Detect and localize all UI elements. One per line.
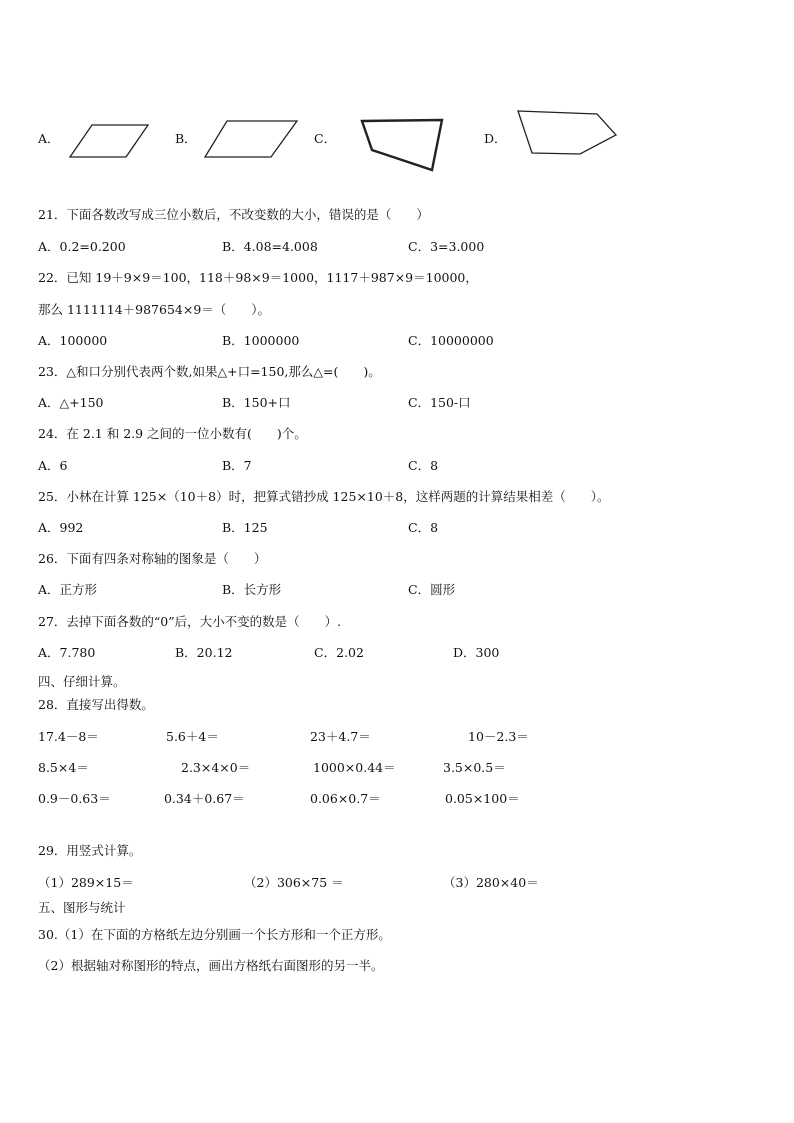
q28-item: 10－2.3＝ xyxy=(468,729,529,744)
q21-option-c[interactable]: C．3=3.000 xyxy=(408,239,485,254)
q21-option-a[interactable]: A．0.2=0.200 xyxy=(38,239,126,254)
q30-question: 30.（1）在下面的方格纸左边分别画一个长方形和一个正方形。 xyxy=(38,927,391,942)
q29-item-1: （1）289×15＝ xyxy=(38,875,134,890)
q27-question: 27．去掉下面各数的“0”后，大小不变的数是（ ）. xyxy=(38,614,342,629)
quadrilateral-irregular-icon xyxy=(358,116,448,174)
q25-option-b[interactable]: B．125 xyxy=(222,520,268,535)
q28-item: 0.06×0.7＝ xyxy=(310,791,381,806)
q24-option-b[interactable]: B．7 xyxy=(222,458,252,473)
q26-option-c[interactable]: C．圆形 xyxy=(408,582,456,597)
q20-option-d-label[interactable]: D． xyxy=(484,131,507,146)
q26-option-a[interactable]: A．正方形 xyxy=(38,582,98,597)
q28-question: 28．直接写出得数。 xyxy=(38,697,154,712)
q30-question-line2: （2）根据轴对称图形的特点，画出方格纸右面图形的另一半。 xyxy=(38,958,384,973)
q20-option-a-label[interactable]: A． xyxy=(38,131,60,146)
q22-option-b[interactable]: B．1000000 xyxy=(222,333,300,348)
q27-option-b[interactable]: B．20.12 xyxy=(175,645,233,660)
q28-item: 0.34＋0.67＝ xyxy=(164,791,245,806)
q28-item: 0.9－0.63＝ xyxy=(38,791,111,806)
section-5-heading: 五、图形与统计 xyxy=(38,900,126,915)
q27-option-d[interactable]: D．300 xyxy=(453,645,500,660)
q28-item: 3.5×0.5＝ xyxy=(443,760,506,775)
q23-option-a[interactable]: A．△+150 xyxy=(38,395,104,410)
q22-question: 22．已知 19＋9×9＝100，118＋98×9＝1000，1117＋987×9＝10000， xyxy=(38,270,478,285)
q29-question: 29．用竖式计算。 xyxy=(38,843,142,858)
q27-option-c[interactable]: C．2.02 xyxy=(314,645,364,660)
q29-item-3: （3）280×40＝ xyxy=(443,875,539,890)
q20-option-c-label[interactable]: C． xyxy=(314,131,337,146)
q28-item: 2.3×4×0＝ xyxy=(181,760,251,775)
q26-question: 26．下面有四条对称轴的图象是（ ） xyxy=(38,551,267,566)
q22-option-c[interactable]: C．10000000 xyxy=(408,333,494,348)
q22-question-line2: 那么 1111114＋987654×9＝（ ）。 xyxy=(38,302,271,317)
q23-option-b[interactable]: B．150+口 xyxy=(222,395,291,410)
q25-question: 25．小林在计算 125×（10＋8）时，把算式错抄成 125×10＋8，这样两题的计算结果相差（ ）。 xyxy=(38,489,610,504)
q25-option-c[interactable]: C．8 xyxy=(408,520,439,535)
parallelogram-large-icon xyxy=(203,118,301,160)
q26-option-b[interactable]: B．长方形 xyxy=(222,582,282,597)
q28-item: 1000×0.44＝ xyxy=(313,760,396,775)
pentagon-irregular-icon xyxy=(515,108,621,160)
q25-option-a[interactable]: A．992 xyxy=(38,520,84,535)
parallelogram-small-icon xyxy=(68,120,152,162)
q28-item: 17.4－8＝ xyxy=(38,729,99,744)
q27-option-a[interactable]: A．7.780 xyxy=(38,645,96,660)
q24-option-c[interactable]: C．8 xyxy=(408,458,439,473)
q24-question: 24．在 2.1 和 2.9 之间的一位小数有( )个。 xyxy=(38,426,307,441)
q21-option-b[interactable]: B．4.08=4.008 xyxy=(222,239,318,254)
q20-option-b-label[interactable]: B． xyxy=(175,131,197,146)
q29-item-2: （2）306×75 ＝ xyxy=(244,875,344,890)
q28-item: 0.05×100＝ xyxy=(445,791,520,806)
q28-item: 8.5×4＝ xyxy=(38,760,89,775)
q21-question: 21．下面各数改写成三位小数后，不改变数的大小，错误的是（ ） xyxy=(38,207,429,222)
q23-question: 23．△和口分别代表两个数,如果△+口=150,那么△=( )。 xyxy=(38,364,381,379)
q28-item: 5.6＋4＝ xyxy=(166,729,219,744)
q28-item: 23＋4.7＝ xyxy=(310,729,371,744)
q24-option-a[interactable]: A．6 xyxy=(38,458,68,473)
q22-option-a[interactable]: A．100000 xyxy=(38,333,108,348)
q23-option-c[interactable]: C．150-口 xyxy=(408,395,471,410)
section-4-heading: 四、仔细计算。 xyxy=(38,674,126,689)
